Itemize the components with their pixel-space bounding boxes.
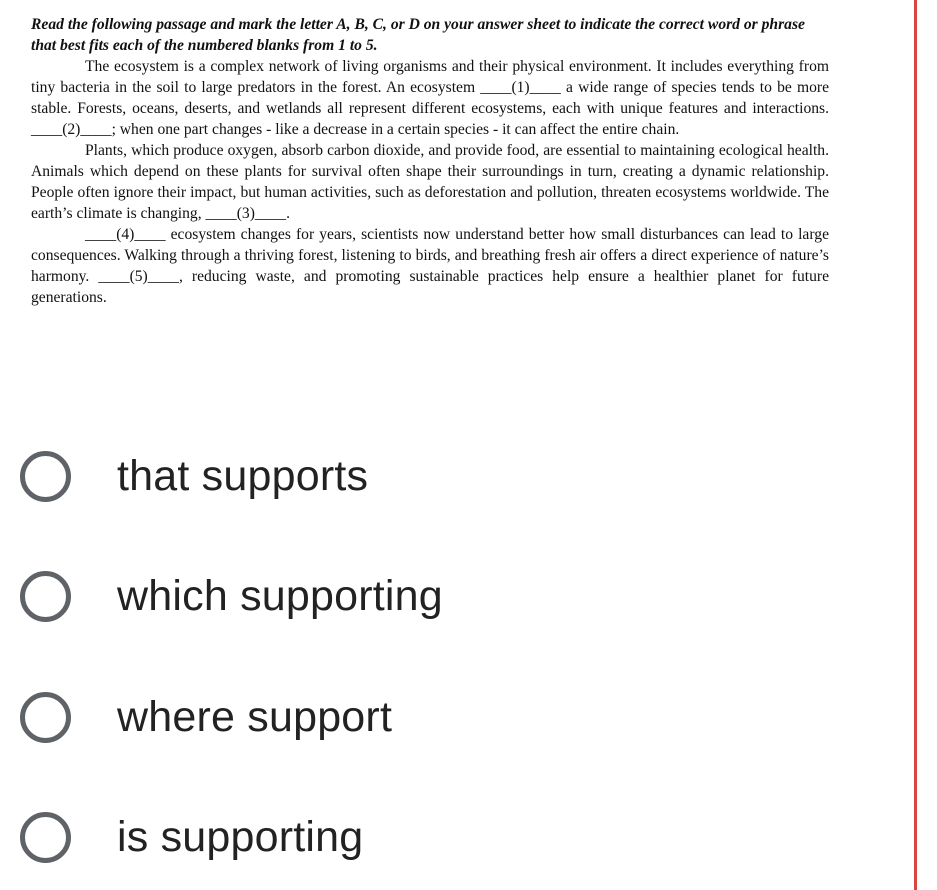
blank-5: ____(5)____ — [98, 268, 179, 285]
option-a[interactable] — [20, 444, 368, 508]
blank-1: ____(1)____ — [480, 79, 561, 96]
radio-button-icon[interactable] — [20, 692, 71, 743]
passage-paragraph-2 — [31, 140, 829, 224]
option-b-label[interactable]: which supporting — [117, 571, 443, 620]
blank-3: ____(3)____ — [205, 205, 287, 222]
blank-2: ____(2)____ — [31, 121, 112, 138]
option-d-label[interactable]: is supporting — [117, 812, 364, 861]
option-d[interactable] — [20, 805, 363, 869]
paragraph-1-text-c: ; when one part changes - like a decrease in a certain species - it can affect the entire chain. — [111, 121, 680, 138]
paragraph-1-text-b: a wide range of species tends to be more stable. Forests, oceans, deserts, and wetlands all represent different ecosystems, each with unique features and interactions. — [31, 79, 829, 117]
radio-button-icon[interactable] — [20, 451, 71, 502]
option-b[interactable] — [20, 564, 443, 628]
radio-button-icon[interactable] — [20, 812, 71, 863]
paragraph-3-text-a: ecosystem changes for years, scientists now understand better how small disturbances can lead to large consequences. Walking through a thriving forest, listening to birds, and breathing fresh air offers a direct experience of nature’s harmony. — [31, 226, 829, 285]
blank-4: ____(4)____ — [85, 226, 166, 243]
question-instruction: Read the following passage and mark the letter A, B, C, or D on your answer sheet to indicate the correct word or phrase that best fits each of the numbered blanks from 1 to 5. — [31, 16, 805, 54]
option-a-label[interactable]: that supports — [117, 451, 369, 500]
paragraph-2-text-b: . — [286, 205, 290, 222]
paragraph-1-text-a: The ecosystem is a complex network of living organisms and their physical environment. It includes everything from tiny bacteria in the soil to large predators in the forest. An ecosystem — [31, 58, 829, 96]
paragraph-3-text-b: , reducing waste, and promoting sustainable practices help ensure a healthier planet for future generations. — [31, 268, 829, 306]
paragraph-2-text-a: Plants, which produce oxygen, absorb carbon dioxide, and provide food, are essential to maintaining ecological health. Animals which depend on these plants for survival often shape their surroundings in turn, creating a dynamic relationship. People often ignore their impact, but human activities, such as deforestation and pollution, threaten ecosystems worldwide. The earth’s climate is changing, — [31, 142, 829, 222]
reading-passage — [31, 14, 829, 308]
passage-paragraph-3 — [31, 224, 829, 308]
option-c[interactable] — [20, 685, 392, 749]
radio-button-icon[interactable] — [20, 571, 71, 622]
passage-paragraph-1 — [31, 56, 829, 140]
right-edge-rule — [914, 0, 917, 890]
option-c-label[interactable]: where support — [117, 692, 393, 741]
